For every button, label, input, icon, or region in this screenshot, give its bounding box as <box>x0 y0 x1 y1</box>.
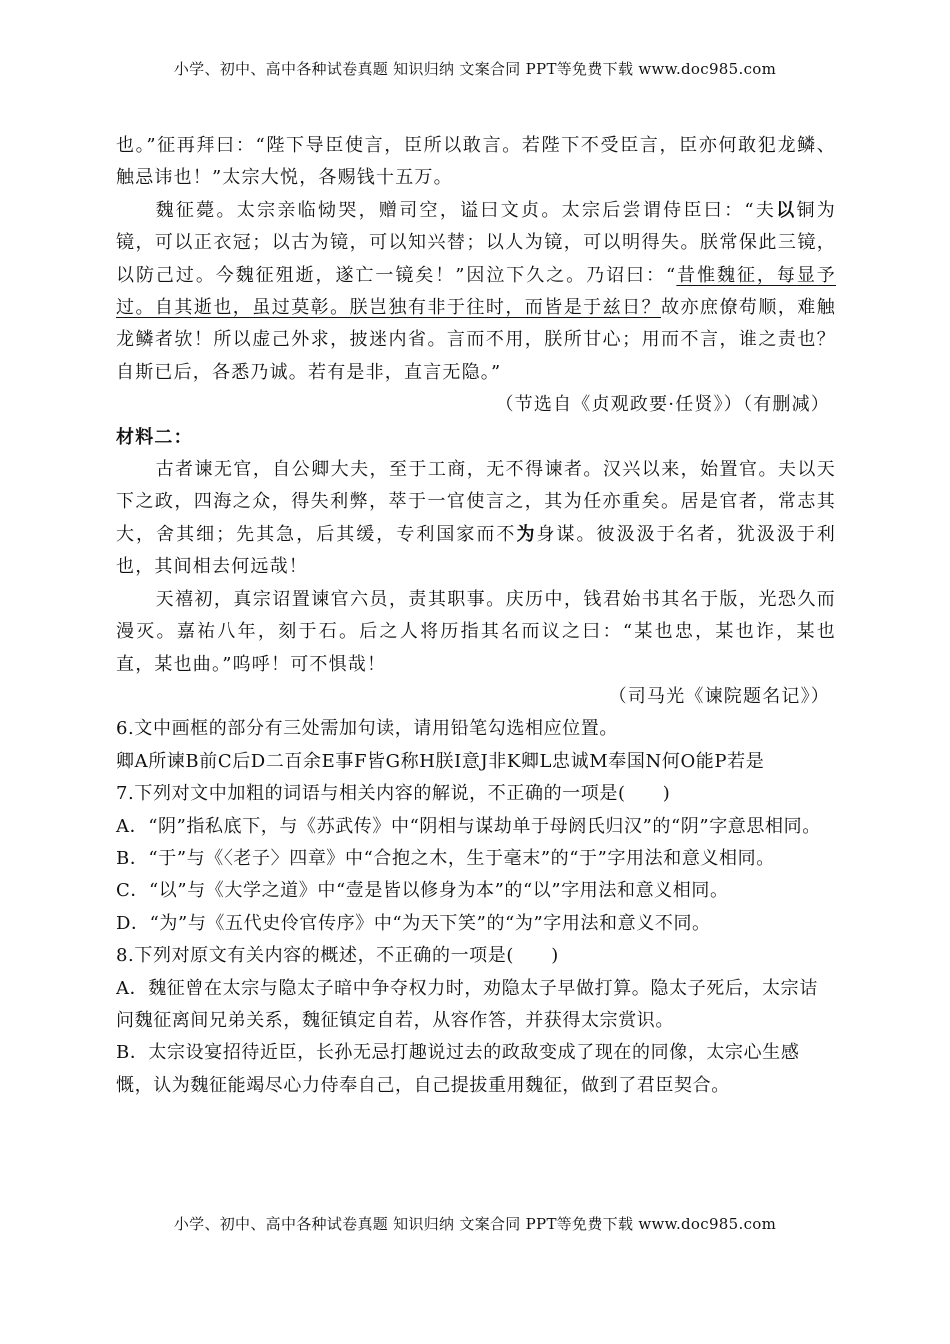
material2-paragraph-2: 天禧初，真宗诏置谏官六员，责其职事。庆历中，钱君始书其名于版，光恐久而漫灭。嘉祐八年，刻于石。后之人将历指其名而议之曰：“某也忠，某也诈，某也直，某也曲。”呜呼！可不惧哉！ <box>116 588 836 675</box>
text-span: 身谋。彼汲汲于名者，犹汲汲于利也，其间相去何远哉！ <box>116 523 837 578</box>
page-header: 小学、初中、高中各种试卷真题 知识归纳 文案合同 PPT等免费下载 www.doc985.com <box>173 60 777 78</box>
question-7-option-d: D．“为”与《五代史伶官传序》中“为天下笑”的“为”字用法和意义不同。 <box>116 912 711 934</box>
material1-source: （节选自《贞观政要·任贤》）（有删减） <box>495 394 830 416</box>
question-7-stem: 7.下列对文中加粗的词语与相关内容的解说，不正确的一项是( ) <box>116 783 671 805</box>
text-span: 魏征薨。太宗亲临恸哭，赠司空，谥曰文贞。太宗后尝谓侍臣曰：“夫 <box>155 199 777 221</box>
text-span: 古者谏无官，自公卿大夫，至于工商，无不得谏者。汉兴以来，始置官。夫以天下之政，四海之众，得失利弊，萃于一官使言之，其为任亦重矣。居是官者，常志其大，舍其细；先其急，后其缓，专利国家而不 <box>116 459 836 545</box>
text-span: 故亦庶僚苟顺，难触龙鳞者欤！所以虚己外求，披迷内省。言而不用，朕所甘心；用而不言，谁之责也？自斯已后，各悉乃诚。若有是非，直言无隐。” <box>116 297 836 383</box>
question-6-options: 卿A所谏B前C后D二百余E事F皆G称H朕I意J非K卿L忠诚M奉国N何O能P若是 <box>116 750 765 772</box>
page-footer: 小学、初中、高中各种试卷真题 知识归纳 文案合同 PPT等免费下载 www.doc985.com <box>173 1215 777 1233</box>
question-7-option-a: A．“阴”指私底下，与《苏武传》中“阴相与谋劫单于母阏氏归汉”的“阴”字意思相同。 <box>116 815 821 837</box>
question-7-option-c: C．“以”与《大学之道》中“壹是皆以修身为本”的“以”字用法和意义相同。 <box>116 880 729 902</box>
question-8-option-b: B．太宗设宴招待近臣，长孙无忌打趣说过去的政敌变成了现在的同像，太宗心生感慨，认为魏征能竭尽心力侍奉自己，自己提拔重用魏征，做到了君臣契合。 <box>116 1042 800 1096</box>
text-span: 铜为镜，可以正衣冠；以古为镜，可以知兴替；以人为镜，可以明得失。朕常保此三镜，以防己过。今魏征殂逝，遂亡一镜矣！”因泣下久之。乃诏曰：“ <box>116 199 837 286</box>
bold-word-yi: 以 <box>776 199 797 221</box>
question-7-option-b: B．“于”与《〈老子〉四章》中“合抱之木，生于毫末”的“于”字用法和意义相同。 <box>116 847 775 869</box>
bold-word-wei: 为 <box>516 523 537 545</box>
question-8-stem: 8.下列对原文有关内容的概述，不正确的一项是( ) <box>116 945 559 967</box>
material1-paragraph-1: 也。”征再拜曰：“陛下导臣使言，臣所以敢言。若陛下不受臣言，臣亦何敢犯龙鳞、触忌讳也！”太宗大悦，各赐钱十五万。 <box>116 135 836 189</box>
question-6-stem: 6.文中画框的部分有三处需加句读，请用铅笔勾选相应位置。 <box>116 718 618 740</box>
question-8-option-a: A．魏征曾在太宗与隐太子暗中争夺权力时，劝隐太子早做打算。隐太子死后，太宗诘问魏征离间兄弟关系，魏征镇定自若，从容作答，并获得太宗赏识。 <box>116 977 818 1031</box>
material2-label: 材料二： <box>116 426 193 448</box>
material2-source: （司马光《谏院题名记》） <box>608 685 830 707</box>
underlined-sentence: 昔惟魏征，每显予过。自其逝也，虽过莫彰。朕岂独有非于往时，而皆是于兹日？ <box>116 264 837 319</box>
material1-paragraph-2 <box>116 195 836 389</box>
document-body <box>116 130 836 1102</box>
material2-paragraph-1 <box>116 454 836 584</box>
